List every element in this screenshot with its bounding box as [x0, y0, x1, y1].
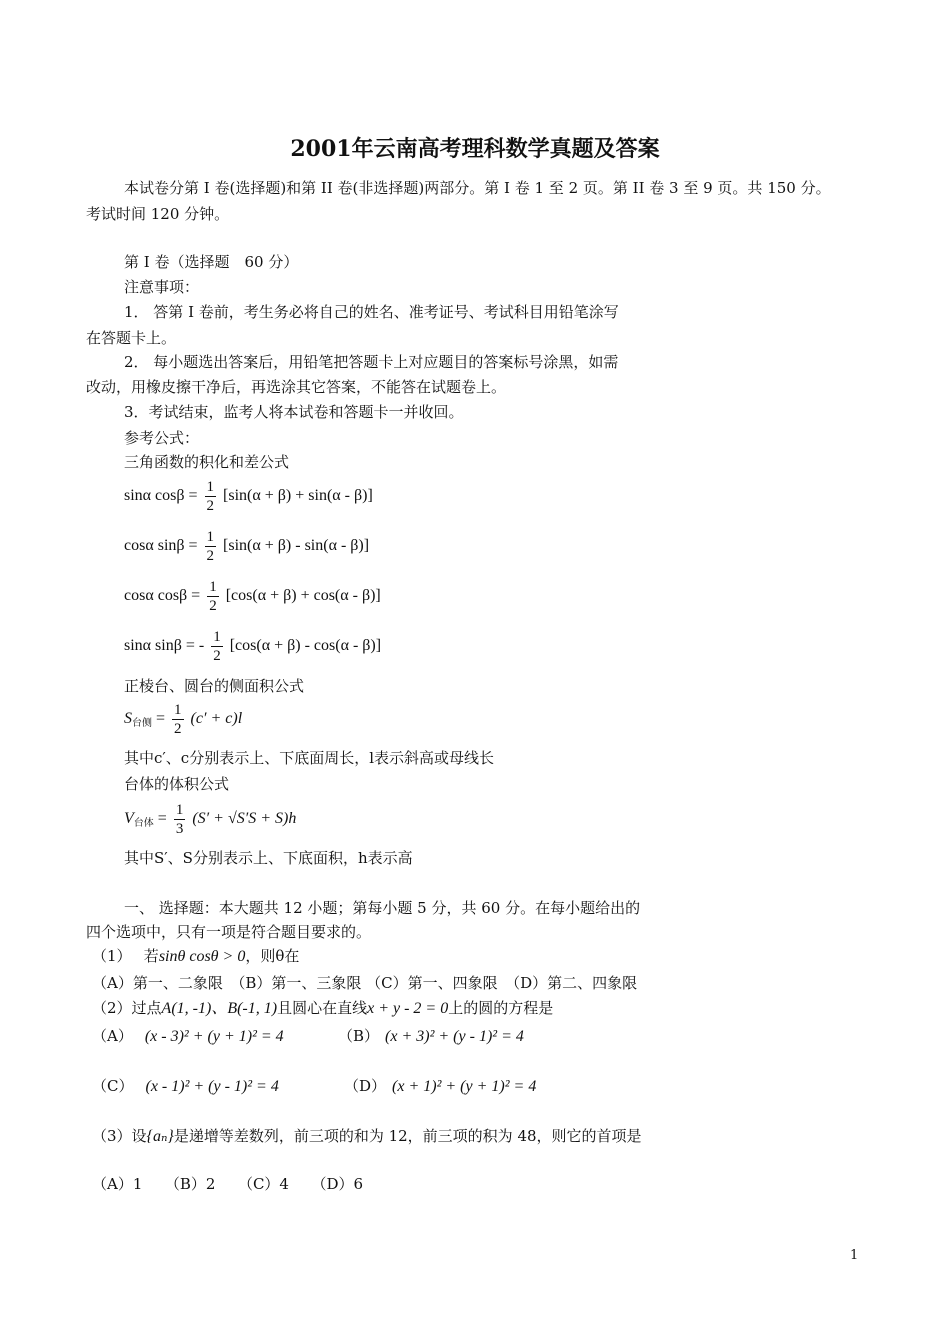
fraction: $\frac{1}{2}$: [213, 629, 221, 664]
formula-rhs: [sin(α + β) - sin(α - β)]: [223, 537, 370, 555]
section1-heading-cont: 四个选项中，只有一项是符合题目要求的。: [86, 923, 372, 941]
trig-heading: 三角函数的积化和差公式: [124, 453, 290, 471]
formula-sin-sin: [124, 628, 381, 665]
question-2-option-a: （A） (x - 3)² + (y + 1)² = 4: [92, 1027, 284, 1045]
formula-sin-cos: [124, 478, 373, 515]
part1-heading: 第 I 卷（选择题 60 分）: [124, 253, 299, 271]
lateral-formula: $S_{台侧}$ = $\frac{1}{2}$ (c′ + c)l: [124, 701, 243, 737]
formula-lhs: sinα sinβ = -: [124, 637, 205, 655]
fraction: $\frac{1}{2}$: [174, 701, 182, 737]
section1-heading: 一、 选择题：本大题共 12 小题；第每小题 5 分，共 60 分。在每小题给出的: [124, 899, 641, 917]
volume-heading: 台体的体积公式: [124, 775, 230, 793]
page-number: 1: [850, 1248, 859, 1263]
note-2: 2． 每小题选出答案后，用铅笔把答题卡上对应题目的答案标号涂黑，如需: [124, 353, 619, 371]
question-2-stem: （2）过点A(1, -1)、B(-1, 1)且圆心在直线x + y - 2 = 0上的圆的方程是: [92, 999, 554, 1017]
question-3-options: （A）1 （B）2 （C）4 （D）6: [92, 1175, 364, 1193]
question-2-option-d: （D） (x + 1)² + (y + 1)² = 4: [344, 1077, 537, 1095]
document-title: 2001年云南高考理科数学真题及答案: [290, 136, 660, 162]
formula-lhs: cosα sinβ =: [124, 537, 198, 555]
formula-rhs: [cos(α + β) - cos(α - β)]: [229, 637, 382, 655]
note-3: 3．考试结束，监考人将本试卷和答题卡一并收回。: [124, 403, 464, 421]
intro-line-2: 考试时间 120 分钟。: [86, 205, 230, 223]
ref-formula-heading: 参考公式：: [124, 429, 200, 447]
volume-formula: $V_{台体}$ = $\frac{1}{3}$ (S′ + √S′S + S)h: [124, 801, 297, 837]
notice-heading: 注意事项：: [124, 278, 200, 296]
formula-rhs: [sin(α + β) + sin(α - β)]: [223, 487, 373, 505]
fraction: $\frac{1}{2}$: [206, 529, 215, 564]
question-2-option-c: （C） (x - 1)² + (y - 1)² = 4: [92, 1077, 279, 1095]
fraction: $\frac{1}{3}$: [175, 801, 184, 837]
note-2-cont: 改动，用橡皮擦干净后，再选涂其它答案，不能答在试题卷上。: [86, 378, 507, 396]
note-1: 1． 答第 I 卷前，考生务必将自己的姓名、准考证号、考试科目用铅笔涂写: [124, 303, 619, 321]
formula-lhs: cosα cosβ =: [124, 587, 201, 605]
formula-rhs: [cos(α + β) + cos(α - β)]: [225, 587, 381, 605]
note-1-cont: 在答题卡上。: [86, 329, 177, 347]
question-2-option-b: （B） (x + 3)² + (y - 1)² = 4: [338, 1027, 524, 1045]
fraction: $\frac{1}{2}$: [206, 479, 215, 514]
question-1-options: （A）第一、二象限 （B）第一、三象限 （C）第一、四象限 （D）第二、四象限: [92, 974, 638, 992]
volume-note: 其中S′、S分别表示上、下底面积，h表示高: [124, 849, 413, 867]
question-1-stem: （1） 若sinθ cosθ > 0，则θ在: [92, 947, 300, 965]
question-3-stem: （3）设{aₙ}是递增等差数列，前三项的和为 12，前三项的积为 48，则它的首项是: [92, 1127, 642, 1145]
intro-line-1: 本试卷分第 I 卷(选择题)和第 II 卷(非选择题)两部分。第 I 卷 1 至 2 页。第 II 卷 3 至 9 页。共 150 分。: [124, 179, 831, 197]
fraction: $\frac{1}{2}$: [209, 579, 217, 614]
formula-cos-sin: [124, 528, 369, 565]
lateral-heading: 正棱台、圆台的侧面积公式: [124, 677, 305, 695]
formula-cos-cos: [124, 578, 381, 615]
lateral-note: 其中c′、c分别表示上、下底面周长，l表示斜高或母线长: [124, 749, 495, 767]
formula-lhs: sinα cosβ =: [124, 487, 198, 505]
